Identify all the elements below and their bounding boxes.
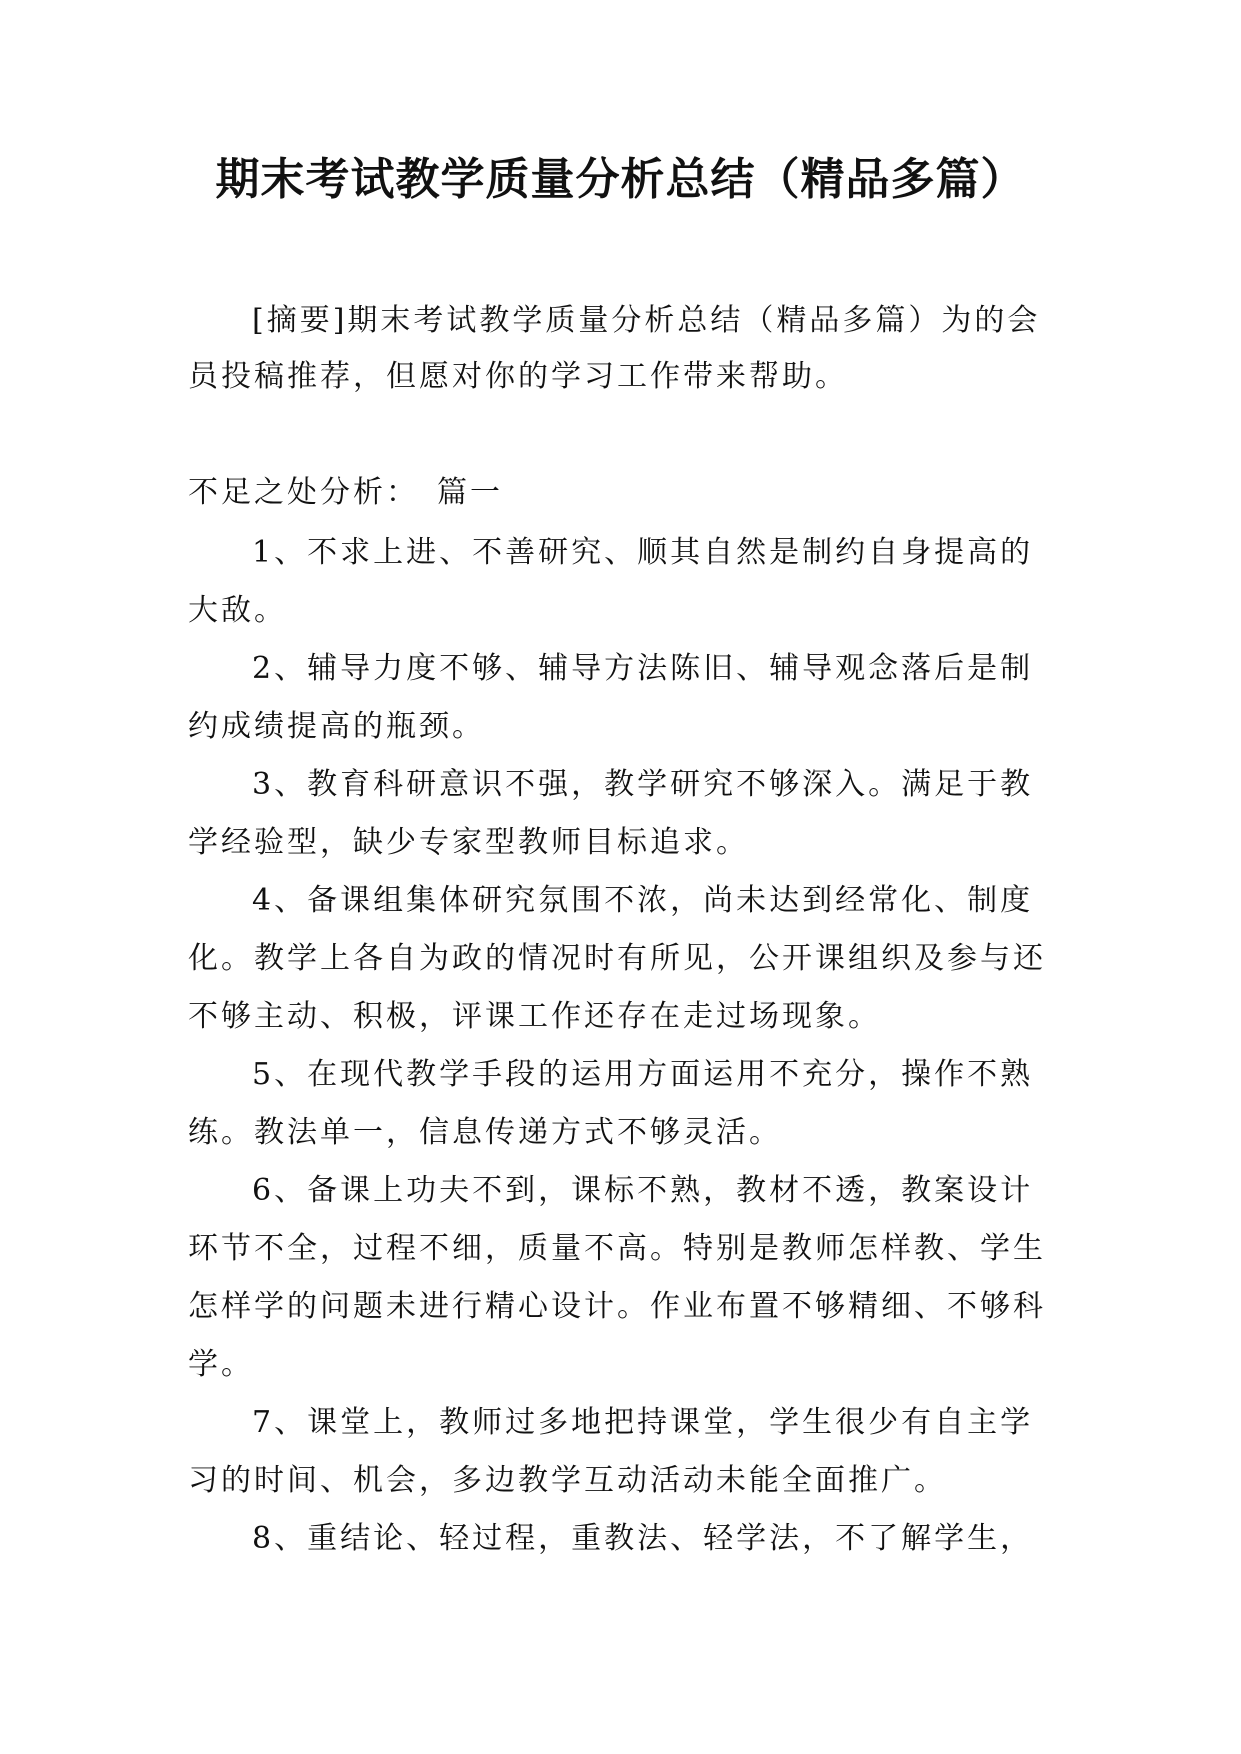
document-title: 期末考试教学质量分析总结（精品多篇） [215, 154, 1026, 205]
abstract-paragraph: [摘要]期末考试教学质量分析总结（精品多篇）为的会员投稿推荐，但愿对你的学习工作带来帮助。 [188, 303, 1041, 394]
section-heading: 不足之处分析： 篇一 [188, 475, 503, 510]
list-item: 7、课堂上，教师过多地把持课堂，学生很少有自主学习的时间、机会，多边教学互动活动未能全面推广。 [188, 1405, 1034, 1498]
list-item: 6、备课上功夫不到，课标不熟，教材不透，教案设计环节不全，过程不细，质量不高。特别是教师怎样教、学生怎样学的问题未进行精心设计。作业布置不够精细、不够科学。 [188, 1173, 1046, 1382]
list-item: 3、教育科研意识不强，教学研究不够深入。满足于教学经验型，缺少专家型教师目标追求。 [188, 767, 1034, 860]
list-item: 5、在现代教学手段的运用方面运用不充分，操作不熟练。教法单一，信息传递方式不够灵活。 [188, 1057, 1034, 1150]
issue-list [188, 524, 1048, 1568]
list-item: 8、重结论、轻过程，重教法、轻学法，不了解学生， [252, 1521, 1034, 1556]
list-item: 2、辅导力度不够、辅导方法陈旧、辅导观念落后是制约成绩提高的瓶颈。 [188, 651, 1034, 744]
list-item: 4、备课组集体研究氛围不浓，尚未达到经常化、制度化。教学上各自为政的情况时有所见，公开课组织及参与还不够主动、积极，评课工作还存在走过场现象。 [188, 883, 1046, 1034]
list-item: 1、不求上进、不善研究、顺其自然是制约自身提高的大敌。 [188, 535, 1034, 628]
